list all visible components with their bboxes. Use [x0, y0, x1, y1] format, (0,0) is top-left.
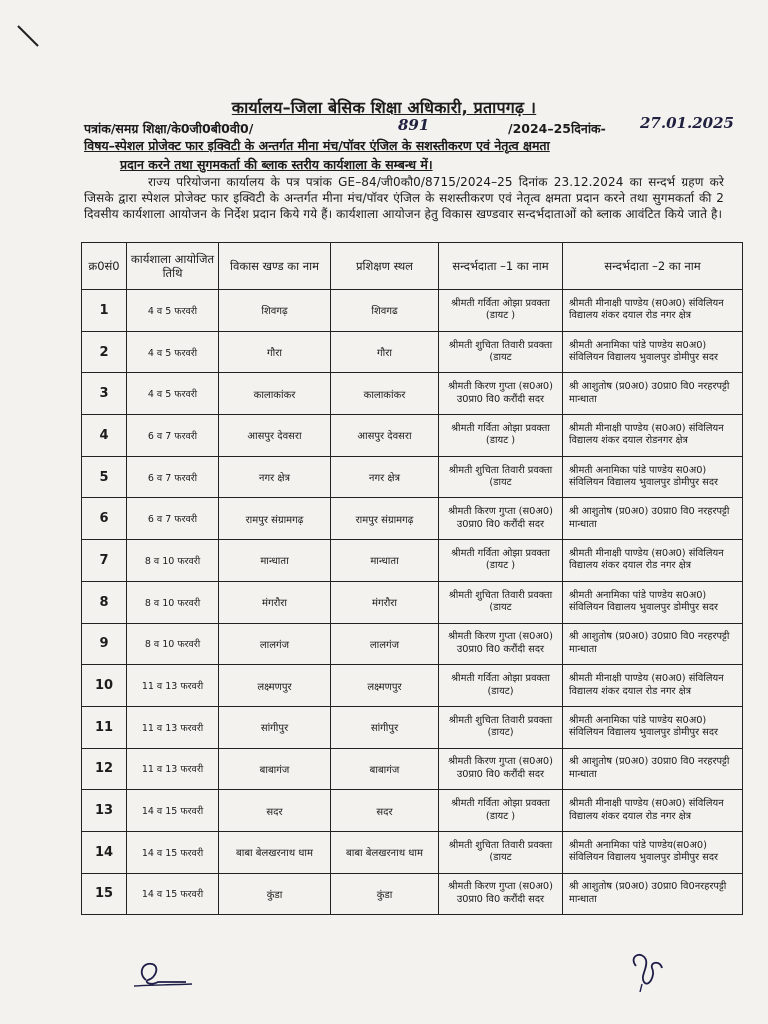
serial-cell: 6: [82, 498, 127, 540]
resource-person-1-cell: श्रीमती शुचिता तिवारी प्रवक्ता (डायट: [439, 456, 563, 498]
subject-line-2-text: प्रदान करने तथा सुगमकर्ता की ब्लाक स्तरीय कार्यशाला के सम्बन्ध में।: [120, 157, 433, 172]
resource-person-1-cell: श्रीमती गर्विता ओझा प्रवक्ता (डायट ): [439, 540, 563, 582]
venue-cell: कुंडा: [331, 873, 439, 915]
resource-person-2-cell: श्री आशुतोष (प्र0अ0) उ0प्रा0 वि0 नरहरपट्टी मान्धाता: [563, 748, 743, 790]
resource-person-1-cell: श्रीमती गर्विता ओझा प्रवक्ता (डायट ): [439, 415, 563, 457]
table-row: [82, 498, 743, 540]
resource-person-2-cell: श्री आशुतोष (प्र0अ0) उ0प्रा0 वि0 नरहरपट्टी मान्धाता: [563, 373, 743, 415]
resource-person-2-cell: श्रीमती मीनाक्षी पाण्डेय (स0अ0) संविलियन विद्यालय शंकर दयाल रोड नगर क्षेत्र: [563, 290, 743, 332]
table-row: [82, 290, 743, 332]
table-row: [82, 706, 743, 748]
venue-cell: बाबा बेलखरनाथ धाम: [331, 831, 439, 873]
column-header-resource-person-1: सन्दर्भदाता –1 का नाम: [439, 243, 563, 290]
block-cell: मान्धाता: [219, 540, 331, 582]
reference-prefix: पत्रांक/समग्र शिक्षा/के0जी0बी0वी0/: [84, 121, 254, 136]
pen-stroke-mark: [16, 24, 42, 50]
serial-cell: 1: [82, 290, 127, 332]
column-header-serial: क्र0सं0: [82, 243, 127, 290]
table-row: [82, 873, 743, 915]
venue-cell: सदर: [331, 790, 439, 832]
resource-person-2-cell: श्रीमती मीनाक्षी पाण्डेय (स0अ0) संविलियन विद्यालय शंकर दयाल रोडनगर क्षेत्र: [563, 415, 743, 457]
venue-cell: गौरा: [331, 331, 439, 373]
venue-cell: लालगंज: [331, 623, 439, 665]
venue-cell: शिवगढ: [331, 290, 439, 332]
subject-line-1: विषय–स्पेशल प्रोजेक्ट फार इक्विटी के अन्तर्गत मीना मंच/पॉवर एंजिल के सशस्तीकरण एवं नेतृत्व क्षमता: [84, 138, 550, 153]
column-header-date: कार्यशाला आयोजित तिथि: [127, 243, 219, 290]
serial-cell: 2: [82, 331, 127, 373]
subject-block: [84, 136, 694, 174]
workshop-schedule-table: [81, 242, 743, 915]
subject-line-2: [84, 155, 694, 174]
venue-cell: नगर क्षेत्र: [331, 456, 439, 498]
serial-cell: 3: [82, 373, 127, 415]
table-header-row: [82, 243, 743, 290]
resource-person-2-cell: श्रीमती अनामिका पांडे पाण्डेय(स0अ0) संविलियन विद्यालय भुवालपुर डोमीपुर सदर: [563, 831, 743, 873]
resource-person-2-cell: श्री आशुतोष (प्र0अ0) उ0प्रा0 वि0 नरहरपट्टी मान्धाता: [563, 498, 743, 540]
date-cell: 14 व 15 फरवरी: [127, 790, 219, 832]
serial-cell: 5: [82, 456, 127, 498]
serial-cell: 7: [82, 540, 127, 582]
block-cell: सदर: [219, 790, 331, 832]
date-cell: 4 व 5 फरवरी: [127, 373, 219, 415]
date-cell: 6 व 7 फरवरी: [127, 498, 219, 540]
resource-person-2-cell: श्रीमती मीनाक्षी पाण्डेय (स0अ0) संविलियन विद्यालय शंकर दयाल रोड नगर क्षेत्र: [563, 665, 743, 707]
serial-cell: 4: [82, 415, 127, 457]
resource-person-1-cell: श्रीमती गर्विता ओझा प्रवक्ता (डायट): [439, 665, 563, 707]
block-cell: शिवगढ़: [219, 290, 331, 332]
resource-person-1-cell: श्रीमती किरण गुप्ता (स0अ0) उ0प्रा0 वि0 करौंदी सदर: [439, 748, 563, 790]
office-title: कार्यालय–जिला बेसिक शिक्षा अधिकारी, प्रतापगढ़ ।: [231, 98, 537, 117]
venue-cell: मान्धाता: [331, 540, 439, 582]
resource-person-2-cell: श्रीमती अनामिका पांडे पाण्डेय स0अ0) संविलियन विद्यालय भुवालपुर डोमीपुर सदर: [563, 706, 743, 748]
reference-number: 891: [398, 116, 430, 134]
column-header-resource-person-2: सन्दर्भदाता –2 का नाम: [563, 243, 743, 290]
signature-right: [620, 946, 670, 994]
venue-cell: लक्ष्मणपुर: [331, 665, 439, 707]
resource-person-2-cell: श्री आशुतोष (प्र0अ0) उ0प्रा0 वि0नरहरपट्टी मान्धाता: [563, 873, 743, 915]
resource-person-1-cell: श्रीमती शुचिता तिवारी प्रवक्ता (डायट: [439, 831, 563, 873]
resource-person-1-cell: श्रीमती शुचिता तिवारी प्रवक्ता (डायट: [439, 331, 563, 373]
resource-person-1-cell: श्रीमती किरण गुप्ता (स0अ0) उ0प्रा0 वि0 करौंदी सदर: [439, 498, 563, 540]
resource-person-1-cell: श्रीमती गर्विता ओझा प्रवक्ता (डायट ): [439, 790, 563, 832]
serial-cell: 9: [82, 623, 127, 665]
date-cell: 8 व 10 फरवरी: [127, 623, 219, 665]
table-row: [82, 415, 743, 457]
resource-person-1-cell: श्रीमती शुचिता तिवारी प्रवक्ता (डायट): [439, 706, 563, 748]
block-cell: नगर क्षेत्र: [219, 456, 331, 498]
venue-cell: कालाकांकर: [331, 373, 439, 415]
block-cell: लालगंज: [219, 623, 331, 665]
resource-person-2-cell: श्रीमती मीनाक्षी पाण्डेय (स0अ0) संविलियन विद्यालय शंकर दयाल रोड नगर क्षेत्र: [563, 790, 743, 832]
block-cell: सांगीपुर: [219, 706, 331, 748]
venue-cell: मंगरौरा: [331, 581, 439, 623]
body-paragraph: [84, 175, 724, 222]
date-cell: 14 व 15 फरवरी: [127, 831, 219, 873]
column-header-block: विकास खण्ड का नाम: [219, 243, 331, 290]
venue-cell: सांगीपुर: [331, 706, 439, 748]
table-row: [82, 831, 743, 873]
block-cell: मंगरौरा: [219, 581, 331, 623]
table-row: [82, 665, 743, 707]
serial-cell: 13: [82, 790, 127, 832]
body-paragraph-text: राज्य परियोजना कार्यालय के पत्र पत्रांक GE–84/जी0कौ0/8715/2024–25 दिनांक 23.12.2024 का सन्दर्भ ग्रहण करे जिसके द्वारा स्पेशल प्रोजेक्ट फार इक्विटी के अन्तर्गत मीना मंच/पॉवर एंजिल के सशस्तीकरण एवं नेतृत्व क्षमता प्रदान करने तथा सुगमकर्ता की 2 दिवसीय कार्यशाला आयोजन के निर्देश प्रदान किये गये हैं। कार्यशाला आयोजन हेतु विकास खण्डवार सन्दर्भदाताओं को ब्लाक आवंटित किये जाते है।: [84, 175, 724, 221]
resource-person-2-cell: श्री आशुतोष (प्र0अ0) उ0प्रा0 वि0 नरहरपट्टी मान्धाता: [563, 623, 743, 665]
block-cell: बाबा बेलखरनाथ धाम: [219, 831, 331, 873]
table-row: [82, 540, 743, 582]
date-cell: 11 व 13 फरवरी: [127, 706, 219, 748]
table-row: [82, 581, 743, 623]
date-cell: 6 व 7 फरवरी: [127, 456, 219, 498]
venue-cell: रामपुर संग्रामगढ़: [331, 498, 439, 540]
date-cell: 11 व 13 फरवरी: [127, 665, 219, 707]
block-cell: आसपुर देवसरा: [219, 415, 331, 457]
column-header-venue: प्रशिक्षण स्थल: [331, 243, 439, 290]
date-cell: 11 व 13 फरवरी: [127, 748, 219, 790]
serial-cell: 11: [82, 706, 127, 748]
table-row: [82, 748, 743, 790]
venue-cell: बाबागंज: [331, 748, 439, 790]
date-cell: 4 व 5 फरवरी: [127, 290, 219, 332]
date-cell: 8 व 10 फरवरी: [127, 581, 219, 623]
venue-cell: आसपुर देवसरा: [331, 415, 439, 457]
date-cell: 8 व 10 फरवरी: [127, 540, 219, 582]
table-row: [82, 373, 743, 415]
block-cell: गौरा: [219, 331, 331, 373]
resource-person-2-cell: श्रीमती मीनाक्षी पाण्डेय (स0अ0) संविलियन विद्यालय शंकर दयाल रोड नगर क्षेत्र: [563, 540, 743, 582]
block-cell: बाबागंज: [219, 748, 331, 790]
resource-person-1-cell: श्रीमती गर्विता ओझा प्रवक्ता (डायट ): [439, 290, 563, 332]
resource-person-2-cell: श्रीमती अनामिका पांडे पाण्डेय स0अ0) संविलियन विद्यालय भुवालपुर डोमीपुर सदर: [563, 581, 743, 623]
serial-cell: 14: [82, 831, 127, 873]
table-row: [82, 790, 743, 832]
reference-date: 27.01.2025: [640, 114, 734, 132]
resource-person-1-cell: श्रीमती शुचिता तिवारी प्रवक्ता (डायट: [439, 581, 563, 623]
date-cell: 14 व 15 फरवरी: [127, 873, 219, 915]
table-row: [82, 623, 743, 665]
block-cell: कालाकांकर: [219, 373, 331, 415]
serial-cell: 12: [82, 748, 127, 790]
serial-cell: 8: [82, 581, 127, 623]
table-row: [82, 456, 743, 498]
resource-person-1-cell: श्रीमती किरण गुप्ता (स0अ0) उ0प्रा0 वि0 करौंदी सदर: [439, 373, 563, 415]
block-cell: कुंडा: [219, 873, 331, 915]
serial-cell: 10: [82, 665, 127, 707]
serial-cell: 15: [82, 873, 127, 915]
signature-left: [128, 952, 198, 992]
block-cell: रामपुर संग्रामगढ़: [219, 498, 331, 540]
reference-year-label: /2024–25दिनांक-: [508, 121, 606, 136]
resource-person-2-cell: श्रीमती अनामिका पांडे पाण्डेय स0अ0) संविलियन विद्यालय भुवालपुर डोमीपुर सदर: [563, 456, 743, 498]
resource-person-1-cell: श्रीमती किरण गुप्ता (स0अ0) उ0प्रा0 वि0 करौंदी सदर: [439, 873, 563, 915]
date-cell: 6 व 7 फरवरी: [127, 415, 219, 457]
block-cell: लक्ष्मणपुर: [219, 665, 331, 707]
resource-person-2-cell: श्रीमती अनामिका पांडे पाण्डेय स0अ0) संविलियन विद्यालय भुवालपुर डोमीपुर सदर: [563, 331, 743, 373]
date-cell: 4 व 5 फरवरी: [127, 331, 219, 373]
table-row: [82, 331, 743, 373]
resource-person-1-cell: श्रीमती किरण गुप्ता (स0अ0) उ0प्रा0 वि0 करौंदी सदर: [439, 623, 563, 665]
